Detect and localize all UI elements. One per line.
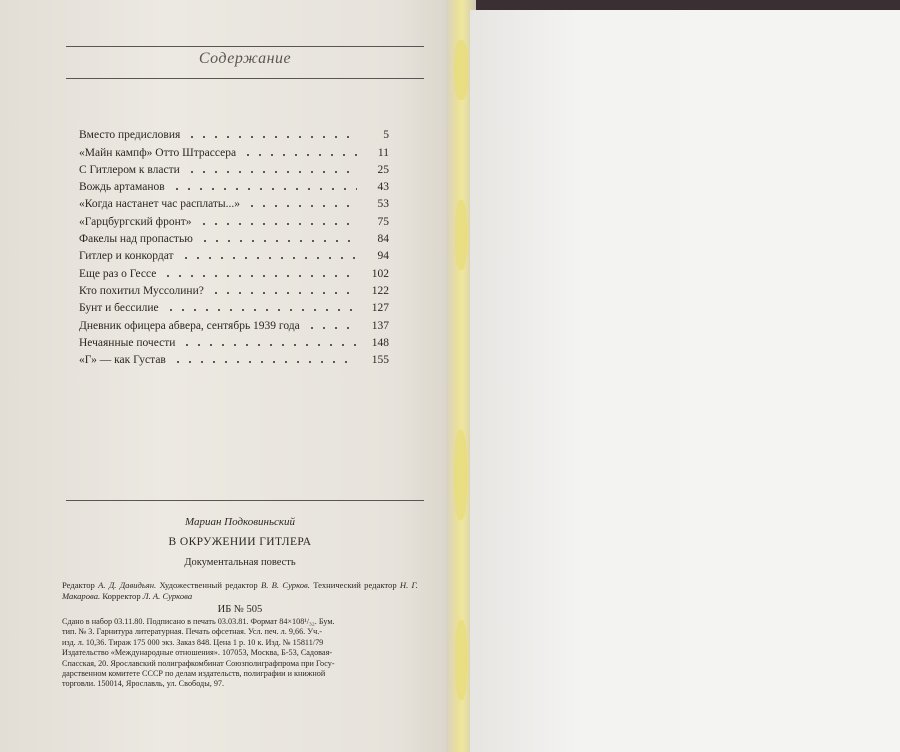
- toc-entry-title: Вождь артаманов: [79, 181, 165, 194]
- toc-entry: [79, 350, 389, 367]
- toc-entry: [79, 263, 389, 280]
- toc-entry-title: «Гарцбургский фронт»: [79, 215, 192, 228]
- right-blank-page: [470, 10, 900, 752]
- toc-entry-title: Еще раз о Гессе: [79, 267, 157, 280]
- art-editor-name: В. В. Сурков.: [260, 580, 310, 590]
- corrector-name: Л. А. Суркова: [142, 591, 193, 601]
- toc-entry-page: 84: [377, 233, 389, 246]
- art-editor-label: Художественный редактор: [159, 580, 258, 590]
- toc-leader-dots: [165, 308, 357, 312]
- tech-editor-name: Н. Г. Макарова.: [62, 580, 418, 601]
- toc-entry-page: 5: [383, 129, 389, 142]
- toc-entry: [79, 333, 389, 350]
- toc-entry-page: 155: [371, 354, 389, 367]
- toc-entry: [79, 229, 389, 246]
- toc-entry-title: Дневник офицера абвера, сентябрь 1939 года: [79, 319, 300, 332]
- toc-entry-page: 127: [371, 302, 389, 315]
- book-title: В ОКРУЖЕНИИ ГИТЛЕРА: [168, 536, 312, 548]
- toc-entry: [79, 125, 389, 142]
- toc-entry-page: 148: [371, 336, 389, 349]
- book-subtitle: Документальная повесть: [184, 557, 296, 568]
- toc-entry-page: 43: [377, 181, 389, 194]
- toc-entry: [79, 177, 389, 194]
- toc-entry-title: С Гитлером к власти: [79, 163, 180, 176]
- toc-heading: Содержание: [198, 50, 292, 67]
- glue-stain: [454, 40, 468, 100]
- imprint-line: Издательство «Международные отношения». 107053, Москва, Б-53, Садовая-: [62, 648, 333, 658]
- toc-entry-title: Вместо предисловия: [79, 129, 181, 142]
- heading-rule-bottom: [66, 78, 424, 79]
- toc-leader-dots: [171, 187, 357, 191]
- toc-leader-dots: [210, 291, 357, 295]
- toc-entry-title: «Г» — как Густав: [79, 354, 166, 367]
- toc-leader-dots: [306, 326, 357, 330]
- toc-entry-title: Факелы над пропастью: [79, 233, 193, 246]
- corrector-label: Корректор: [102, 591, 141, 601]
- toc-leader-dots: [186, 135, 357, 139]
- toc-entry: [79, 281, 389, 298]
- imprint-line: торговли. 150014, Ярославль, ул. Свободы, 97.: [62, 679, 225, 689]
- editors-credits: [62, 580, 418, 602]
- toc-entry: [79, 160, 389, 177]
- toc-entry-title: Кто похитил Муссолини?: [79, 284, 204, 297]
- toc-leader-dots: [198, 222, 357, 226]
- toc-entry-title: Бунт и бессилие: [79, 302, 159, 315]
- toc-entry: [79, 142, 389, 159]
- colophon-rule: [66, 500, 424, 501]
- toc-entry-title: Гитлер и конкордат: [79, 250, 174, 263]
- imprint-line: тип. № 3. Гарнитура литературная. Печать офсетная. Усл. печ. л. 9,66. Уч.-: [62, 627, 322, 637]
- imprint-line: дарственном комитете СССР по делам издательств, полиграфии и книжной: [62, 669, 326, 679]
- toc-leader-dots: [181, 343, 357, 347]
- toc-leader-dots: [162, 274, 357, 278]
- author-name: Мариан Подковиньский: [184, 516, 296, 528]
- imprint-line: Сдано в набор 03.11.80. Подписано в печать 03.03.81. Формат 84×108¹/₃₂. Бум.: [62, 617, 335, 626]
- toc-entry: [79, 194, 389, 211]
- toc-leader-dots: [242, 153, 357, 157]
- toc-entry-title: «Когда настанет час расплаты...»: [79, 198, 241, 211]
- glue-stain: [454, 430, 467, 520]
- toc-entry: [79, 211, 389, 228]
- editor-label: Редактор: [62, 580, 95, 590]
- toc-leader-dots: [186, 170, 357, 174]
- toc-entry-page: 94: [377, 250, 389, 263]
- editor-name: А. Д. Давидьян.: [98, 580, 157, 590]
- imprint-line: Спасская, 20. Ярославский полиграфкомбинат Союзполиграфпрома при Госу-: [62, 658, 335, 668]
- toc-leader-dots: [172, 360, 357, 364]
- table-of-contents: [79, 125, 389, 367]
- heading-rule-top: [66, 46, 424, 47]
- toc-leader-dots: [199, 239, 357, 243]
- toc-entry-page: 102: [371, 267, 389, 280]
- toc-entry-page: 11: [377, 146, 389, 159]
- toc-entry-title: «Майн кампф» Отто Штрассера: [79, 146, 237, 159]
- toc-entry-page: 137: [371, 319, 389, 332]
- ib-number: ИБ № 505: [217, 604, 263, 615]
- toc-entry-page: 53: [377, 198, 389, 211]
- toc-entry-title: Нечаянные почести: [79, 336, 176, 349]
- toc-leader-dots: [246, 204, 357, 208]
- toc-leader-dots: [180, 256, 357, 260]
- toc-entry: [79, 298, 389, 315]
- imprint-block: [62, 617, 418, 690]
- toc-entry: [79, 315, 389, 332]
- glue-stain: [455, 200, 467, 270]
- tech-editor-label: Технический редактор: [313, 580, 397, 590]
- toc-entry-page: 25: [377, 163, 389, 176]
- toc-entry: [79, 246, 389, 263]
- toc-entry-page: 122: [371, 284, 389, 297]
- toc-entry-page: 75: [377, 215, 389, 228]
- glue-stain: [455, 620, 467, 700]
- imprint-line: изд. л. 10,36. Тираж 175 000 экз. Заказ 848. Цена 1 р. 10 к. Изд. № 15811/79: [62, 637, 324, 647]
